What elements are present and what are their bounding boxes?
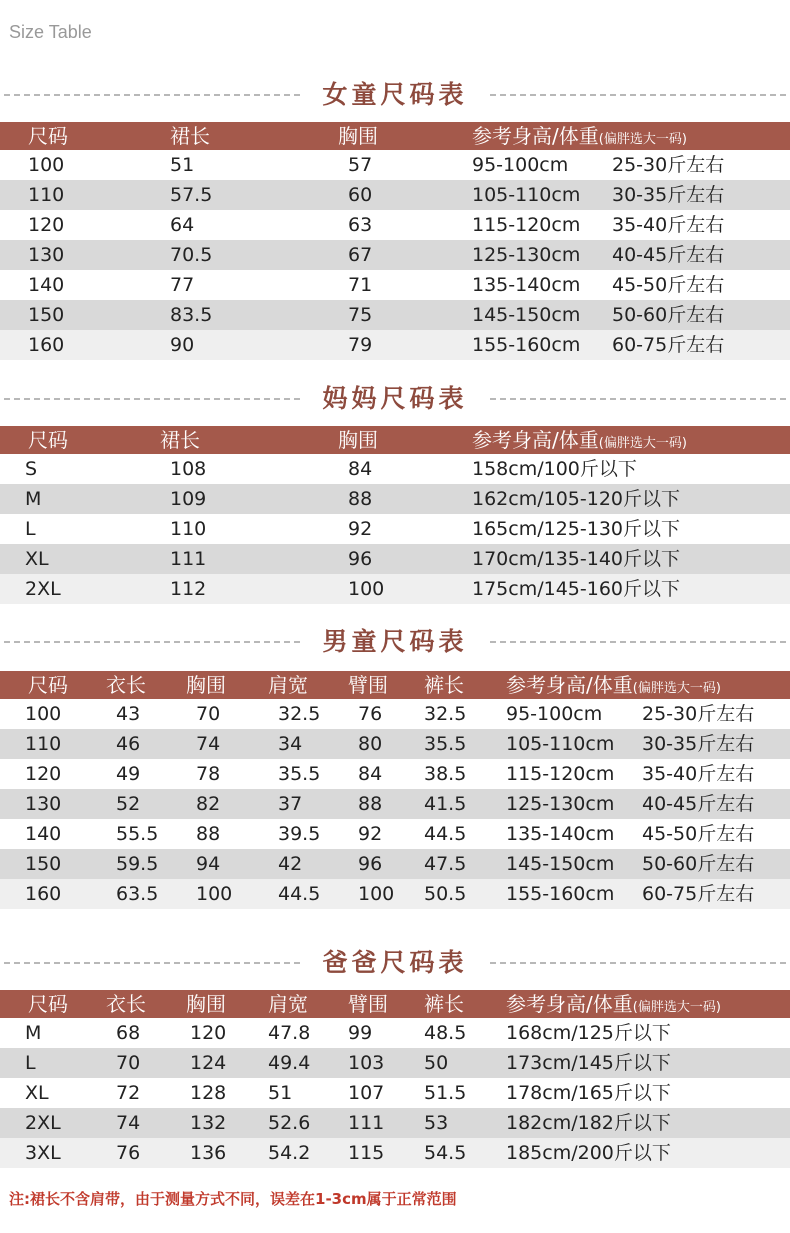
table-row: [0, 180, 790, 210]
table-header: [0, 122, 790, 150]
table-row: [0, 1108, 790, 1138]
table-row: [0, 849, 790, 879]
table-cell: 111: [170, 548, 207, 570]
table-cell: 178cm/165斤以下: [506, 1082, 671, 1104]
table-row: [0, 330, 790, 360]
table-cell: 96: [348, 548, 373, 570]
table-cell: 168cm/125斤以下: [506, 1022, 671, 1044]
table-cell: 37: [278, 793, 303, 815]
table-cell: 165cm/125-130斤以下: [472, 518, 681, 540]
table-cell: 173cm/145斤以下: [506, 1052, 671, 1074]
table-row: [0, 1138, 790, 1168]
table-cell: 32.5: [278, 703, 321, 725]
table-cell: 40-45斤左右: [612, 244, 725, 266]
table-cell: 43: [116, 703, 141, 725]
table-cell: 94: [196, 853, 221, 875]
table-cell: XL: [25, 548, 49, 570]
table-row: [0, 789, 790, 819]
table-row: [0, 240, 790, 270]
table-cell: 71: [348, 274, 373, 296]
table-row: [0, 574, 790, 604]
table-cell: 50-60斤左右: [612, 304, 725, 326]
table-cell: 25-30斤左右: [612, 154, 725, 176]
table-cell: 34: [278, 733, 303, 755]
table-cell: 57: [348, 154, 373, 176]
table-cell: 76: [116, 1142, 141, 1164]
table-cell: 160: [28, 334, 65, 356]
column-header: 胸围: [338, 428, 378, 452]
table-row: [0, 819, 790, 849]
column-header: 尺码: [28, 124, 68, 148]
table-cell: 155-160cm: [472, 334, 581, 356]
table-cell: 48.5: [424, 1022, 467, 1044]
table-cell: 92: [358, 823, 383, 845]
column-header: 裤长: [424, 673, 464, 697]
table-cell: 130: [28, 244, 65, 266]
column-header: 胸围: [186, 673, 226, 697]
table-cell: 46: [116, 733, 141, 755]
table-cell: 77: [170, 274, 195, 296]
table-cell: 57.5: [170, 184, 213, 206]
table-cell: 170cm/135-140斤以下: [472, 548, 681, 570]
table-cell: 32.5: [424, 703, 467, 725]
table-cell: 75: [348, 304, 373, 326]
table-cell: 100: [196, 883, 233, 905]
table-cell: 120: [28, 214, 65, 236]
table-row: [0, 544, 790, 574]
column-header: 胸围: [338, 124, 378, 148]
girls-title: 女童尺码表: [322, 80, 468, 109]
table-cell: 92: [348, 518, 373, 540]
column-header: 臂围: [348, 992, 388, 1016]
table-cell: 82: [196, 793, 221, 815]
table-cell: 54.2: [268, 1142, 311, 1164]
table-cell: 95-100cm: [472, 154, 569, 176]
table-cell: 84: [358, 763, 383, 785]
column-header: 参考身高/体重(偏胖选大一码): [472, 124, 687, 148]
table-cell: 112: [170, 578, 207, 600]
column-header: 臂围: [348, 673, 388, 697]
table-cell: 68: [116, 1022, 141, 1044]
table-cell: 51.5: [424, 1082, 467, 1104]
title-divider-right: [490, 962, 786, 964]
table-cell: 54.5: [424, 1142, 467, 1164]
table-cell: 84: [348, 458, 373, 480]
table-cell: 115-120cm: [506, 763, 615, 785]
table-cell: 79: [348, 334, 373, 356]
table-cell: 135-140cm: [472, 274, 581, 296]
table-cell: 100: [348, 578, 385, 600]
table-cell: 105-110cm: [472, 184, 581, 206]
table-cell: 110: [170, 518, 207, 540]
table-cell: 175cm/145-160斤以下: [472, 578, 681, 600]
table-cell: 52.6: [268, 1112, 311, 1134]
table-cell: 2XL: [25, 578, 61, 600]
table-cell: 185cm/200斤以下: [506, 1142, 671, 1164]
table-cell: L: [25, 1052, 36, 1074]
mom-title: 妈妈尺码表: [322, 384, 468, 413]
table-row: [0, 514, 790, 544]
table-cell: 109: [170, 488, 207, 510]
table-cell: 70.5: [170, 244, 213, 266]
table-cell: 35-40斤左右: [612, 214, 725, 236]
table-cell: 63.5: [116, 883, 159, 905]
table-cell: 49: [116, 763, 141, 785]
table-row: [0, 1018, 790, 1048]
table-cell: 50.5: [424, 883, 467, 905]
table-header: [0, 671, 790, 699]
table-cell: 145-150cm: [472, 304, 581, 326]
column-header: 尺码: [28, 428, 68, 452]
table-cell: 55.5: [116, 823, 159, 845]
column-header: 尺码: [28, 992, 68, 1016]
table-row: [0, 1078, 790, 1108]
girls-section-title: [0, 80, 790, 110]
table-cell: 145-150cm: [506, 853, 615, 875]
table-cell: 44.5: [278, 883, 321, 905]
table-cell: 125-130cm: [506, 793, 615, 815]
table-row: [0, 759, 790, 789]
table-row: [0, 300, 790, 330]
table-cell: 70: [196, 703, 221, 725]
table-cell: 120: [190, 1022, 227, 1044]
table-row: [0, 210, 790, 240]
table-cell: M: [25, 488, 42, 510]
column-header: 衣长: [106, 992, 146, 1016]
footnote: 注:裙长不含肩带，由于测量方式不同，误差在1-3cm属于正常范围: [9, 1190, 457, 1208]
table-cell: 2XL: [25, 1112, 61, 1134]
table-cell: 115: [348, 1142, 385, 1164]
table-header: [0, 426, 790, 454]
dad-title: 爸爸尺码表: [322, 948, 468, 977]
column-header: 参考身高/体重(偏胖选大一码): [506, 992, 721, 1016]
column-header: 胸围: [186, 992, 226, 1016]
table-cell: 150: [25, 853, 62, 875]
table-cell: 35.5: [424, 733, 467, 755]
table-cell: 140: [25, 823, 62, 845]
table-cell: 160: [25, 883, 62, 905]
header-note: (偏胖选大一码): [598, 132, 687, 147]
table-row: [0, 484, 790, 514]
table-cell: 107: [348, 1082, 385, 1104]
title-divider-right: [490, 398, 786, 400]
header-note: (偏胖选大一码): [598, 436, 687, 451]
boys-section-title: [0, 627, 790, 657]
table-header: [0, 990, 790, 1018]
table-cell: 70: [116, 1052, 141, 1074]
table-cell: S: [25, 458, 38, 480]
table-cell: 110: [25, 733, 62, 755]
table-cell: 41.5: [424, 793, 467, 815]
table-row: [0, 729, 790, 759]
boys-title: 男童尺码表: [322, 627, 468, 656]
column-header: 衣长: [106, 673, 146, 697]
table-cell: 88: [196, 823, 221, 845]
dad-section-title: [0, 948, 790, 978]
table-cell: 108: [170, 458, 207, 480]
table-cell: 140: [28, 274, 65, 296]
column-header: 裙长: [160, 428, 200, 452]
table-cell: 100: [358, 883, 395, 905]
table-cell: 105-110cm: [506, 733, 615, 755]
mom-size-table: [0, 426, 790, 604]
table-cell: 44.5: [424, 823, 467, 845]
table-cell: 111: [348, 1112, 385, 1134]
table-cell: 110: [28, 184, 65, 206]
table-cell: 135-140cm: [506, 823, 615, 845]
table-row: [0, 150, 790, 180]
table-cell: 45-50斤左右: [612, 274, 725, 296]
table-cell: 60: [348, 184, 373, 206]
table-cell: 74: [116, 1112, 141, 1134]
table-cell: 51: [268, 1082, 293, 1104]
table-cell: 88: [358, 793, 383, 815]
table-cell: 90: [170, 334, 195, 356]
table-row: [0, 879, 790, 909]
table-cell: 158cm/100斤以下: [472, 458, 637, 480]
table-cell: 95-100cm: [506, 703, 603, 725]
table-cell: 42: [278, 853, 303, 875]
table-cell: 52: [116, 793, 141, 815]
table-cell: 35-40斤左右: [642, 763, 755, 785]
table-cell: 120: [25, 763, 62, 785]
table-cell: 88: [348, 488, 373, 510]
table-cell: 63: [348, 214, 373, 236]
dad-size-table: [0, 990, 790, 1168]
table-cell: 132: [190, 1112, 227, 1134]
table-cell: 49.4: [268, 1052, 311, 1074]
table-cell: 39.5: [278, 823, 321, 845]
table-cell: 45-50斤左右: [642, 823, 755, 845]
table-cell: 38.5: [424, 763, 467, 785]
table-cell: 130: [25, 793, 62, 815]
table-cell: 155-160cm: [506, 883, 615, 905]
table-cell: 40-45斤左右: [642, 793, 755, 815]
table-cell: 100: [28, 154, 65, 176]
table-cell: 53: [424, 1112, 449, 1134]
table-cell: 47.8: [268, 1022, 311, 1044]
table-cell: 50-60斤左右: [642, 853, 755, 875]
table-cell: 125-130cm: [472, 244, 581, 266]
header-note: (偏胖选大一码): [632, 1000, 721, 1015]
column-header: 参考身高/体重(偏胖选大一码): [506, 673, 721, 697]
table-cell: 30-35斤左右: [642, 733, 755, 755]
table-cell: 59.5: [116, 853, 159, 875]
table-cell: 76: [358, 703, 383, 725]
column-header: 肩宽: [268, 673, 308, 697]
page-label: Size Table: [9, 22, 92, 42]
column-header: 裤长: [424, 992, 464, 1016]
table-cell: 50: [424, 1052, 449, 1074]
table-cell: 3XL: [25, 1142, 61, 1164]
table-cell: 51: [170, 154, 195, 176]
table-cell: 182cm/182斤以下: [506, 1112, 671, 1134]
table-cell: 99: [348, 1022, 373, 1044]
table-cell: 115-120cm: [472, 214, 581, 236]
table-cell: 60-75斤左右: [612, 334, 725, 356]
table-cell: 74: [196, 733, 221, 755]
girls-size-table: [0, 122, 790, 360]
table-cell: 67: [348, 244, 373, 266]
table-row: [0, 270, 790, 300]
table-cell: 80: [358, 733, 383, 755]
table-cell: M: [25, 1022, 42, 1044]
table-cell: 96: [358, 853, 383, 875]
table-cell: XL: [25, 1082, 49, 1104]
column-header: 裙长: [170, 124, 210, 148]
table-cell: 136: [190, 1142, 227, 1164]
table-cell: 83.5: [170, 304, 213, 326]
table-cell: 103: [348, 1052, 385, 1074]
table-cell: 124: [190, 1052, 227, 1074]
table-cell: 162cm/105-120斤以下: [472, 488, 681, 510]
table-row: [0, 454, 790, 484]
header-note: (偏胖选大一码): [632, 681, 721, 696]
table-cell: L: [25, 518, 36, 540]
table-cell: 30-35斤左右: [612, 184, 725, 206]
column-header: 参考身高/体重(偏胖选大一码): [472, 428, 687, 452]
table-cell: 47.5: [424, 853, 467, 875]
column-header: 肩宽: [268, 992, 308, 1016]
title-divider-right: [490, 641, 786, 643]
table-cell: 100: [25, 703, 62, 725]
title-divider-right: [490, 94, 786, 96]
table-cell: 72: [116, 1082, 141, 1104]
table-row: [0, 699, 790, 729]
boys-size-table: [0, 671, 790, 909]
table-cell: 150: [28, 304, 65, 326]
table-cell: 35.5: [278, 763, 321, 785]
table-cell: 78: [196, 763, 221, 785]
mom-section-title: [0, 384, 790, 414]
table-cell: 60-75斤左右: [642, 883, 755, 905]
table-cell: 128: [190, 1082, 227, 1104]
table-row: [0, 1048, 790, 1078]
column-header: 尺码: [28, 673, 68, 697]
table-cell: 25-30斤左右: [642, 703, 755, 725]
table-cell: 64: [170, 214, 195, 236]
